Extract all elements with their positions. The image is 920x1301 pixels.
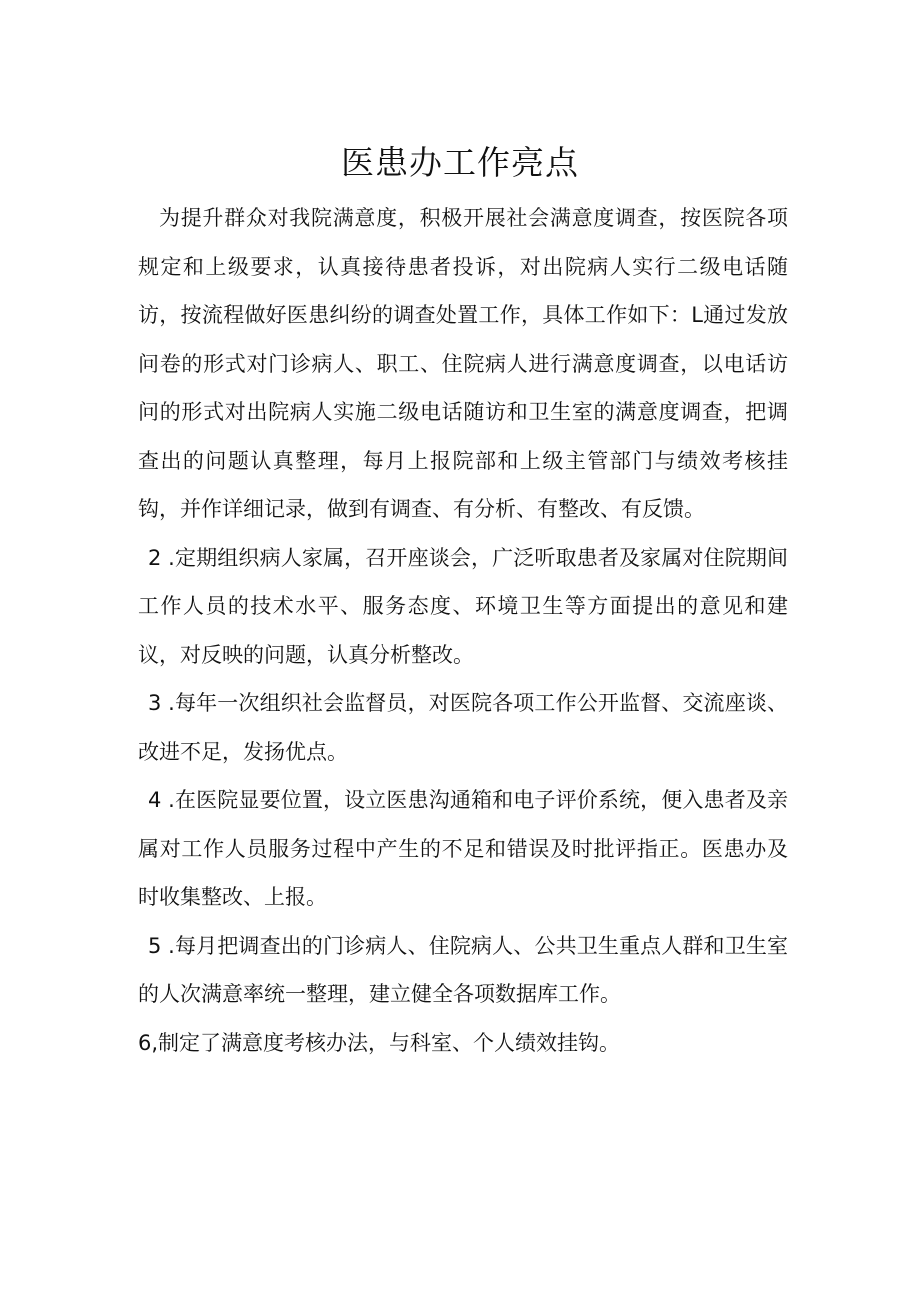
item-paragraph-2: 2 .定期组织病人家属，召开座谈会，广泛听取患者及家属对住院期间工作人员的技术水平、服务态度、环境卫生等方面提出的意见和建议，对反映的问题，认真分析整改。: [138, 545, 788, 667]
item-paragraph-3: 3 .每年一次组织社会监督员，对医院各项工作公开监督、交流座谈、改进不足，发扬优点。: [138, 691, 788, 764]
document-body: [138, 194, 788, 1067]
intro-paragraph: 为提升群众对我院满意度，积极开展社会满意度调查，按医院各项规定和上级要求，认真接待患者投诉，对出院病人实行二级电话随访，按流程做好医患纠纷的调查处置工作，具体工作如下：L通过发放问卷的形式对门诊病人、职工、住院病人进行满意度调查，以电话访问的形式对出院病人实施二级电话随访和卫生室的满意度调查，把调查出的问题认真整理，每月上报院部和上级主管部门与绩效考核挂钩，并作详细记录，做到有调查、有分析、有整改、有反馈。: [138, 206, 788, 521]
item-paragraph-5: 5 .每月把调查出的门诊病人、住院病人、公共卫生重点人群和卫生室的人次满意率统一整理，建立健全各项数据库工作。: [138, 933, 788, 1006]
item-paragraph-6: 6,制定了满意度考核办法，与科室、个人绩效挂钩。: [138, 1030, 621, 1055]
document-title: 医患办工作亮点: [341, 143, 579, 182]
item-paragraph-4: 4 .在医院显要位置，设立医患沟通箱和电子评价系统，便入患者及亲属对工作人员服务过程中产生的不足和错误及时批评指正。医患办及时收集整改、上报。: [138, 788, 788, 909]
